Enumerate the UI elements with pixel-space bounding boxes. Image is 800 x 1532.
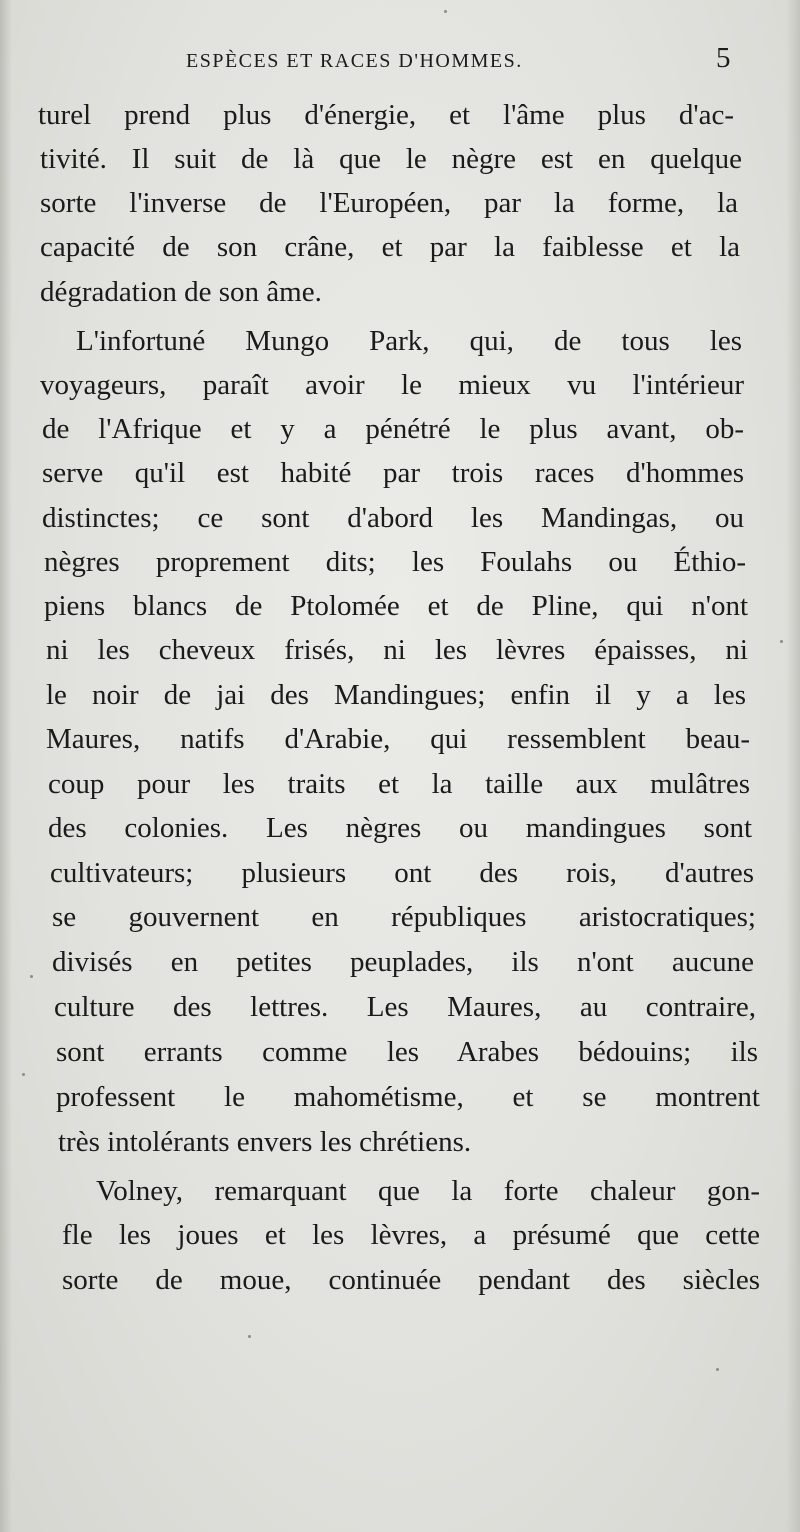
text-line: ni les cheveux frisés, ni les lèvres épaisses, ni: [46, 634, 748, 666]
text-line: turel prend plus d'énergie, et l'âme plus d'ac-: [38, 99, 734, 131]
text-line: sont errants comme les Arabes bédouins; ils: [56, 1036, 758, 1068]
paper-speck: [30, 975, 33, 978]
text-line: se gouvernent en républiques aristocratiques;: [52, 901, 756, 933]
text-line: tivité. Il suit de là que le nègre est en quelque: [40, 143, 742, 175]
text-line: le noir de jai des Mandingues; enfin il y a les: [46, 679, 746, 711]
paragraph-start-line: Volney, remarquant que la forte chaleur gon-: [96, 1175, 760, 1207]
text-line: très intolérants envers les chrétiens.: [58, 1126, 472, 1158]
text-line: coup pour les traits et la taille aux mulâtres: [48, 768, 750, 800]
text-line: piens blancs de Ptolomée et de Pline, qui n'ont: [44, 590, 748, 622]
text-line: Maures, natifs d'Arabie, qui ressemblent beau-: [46, 723, 750, 755]
text-line: dégradation de son âme.: [40, 276, 322, 308]
text-line: voyageurs, paraît avoir le mieux vu l'intérieur: [40, 369, 744, 401]
text-line: cultivateurs; plusieurs ont des rois, d'autres: [50, 857, 754, 889]
text-line: distinctes; ce sont d'abord les Mandingas, ou: [42, 502, 744, 534]
page-shadow-right: [786, 0, 800, 1532]
paper-speck: [22, 1073, 25, 1076]
paper-speck: [716, 1368, 719, 1371]
paper-speck: [444, 10, 447, 13]
text-line: professent le mahométisme, et se montrent: [56, 1081, 760, 1113]
text-line: fle les joues et les lèvres, a présumé que cette: [62, 1219, 760, 1251]
text-line: sorte de moue, continuée pendant des siècles: [62, 1264, 760, 1296]
text-line: serve qu'il est habité par trois races d'hommes: [42, 457, 744, 489]
text-line: de l'Afrique et y a pénétré le plus avant, ob-: [42, 413, 744, 445]
paper-speck: [780, 640, 783, 643]
text-line: des colonies. Les nègres ou mandingues sont: [48, 812, 752, 844]
page-shadow-left: [0, 0, 12, 1532]
text-line: culture des lettres. Les Maures, au contraire,: [54, 991, 756, 1023]
page-number: 5: [716, 42, 731, 74]
paragraph-start-line: L'infortuné Mungo Park, qui, de tous les: [76, 325, 742, 357]
text-line: nègres proprement dits; les Foulahs ou Éthio-: [44, 546, 746, 578]
paper-speck: [248, 1335, 251, 1338]
text-line: capacité de son crâne, et par la faiblesse et la: [40, 231, 740, 263]
running-head: [0, 42, 800, 82]
text-line: sorte l'inverse de l'Européen, par la forme, la: [40, 187, 738, 219]
text-line: divisés en petites peuplades, ils n'ont aucune: [52, 946, 754, 978]
running-head-title: ESPÈCES ET RACES D'HOMMES.: [186, 50, 523, 72]
